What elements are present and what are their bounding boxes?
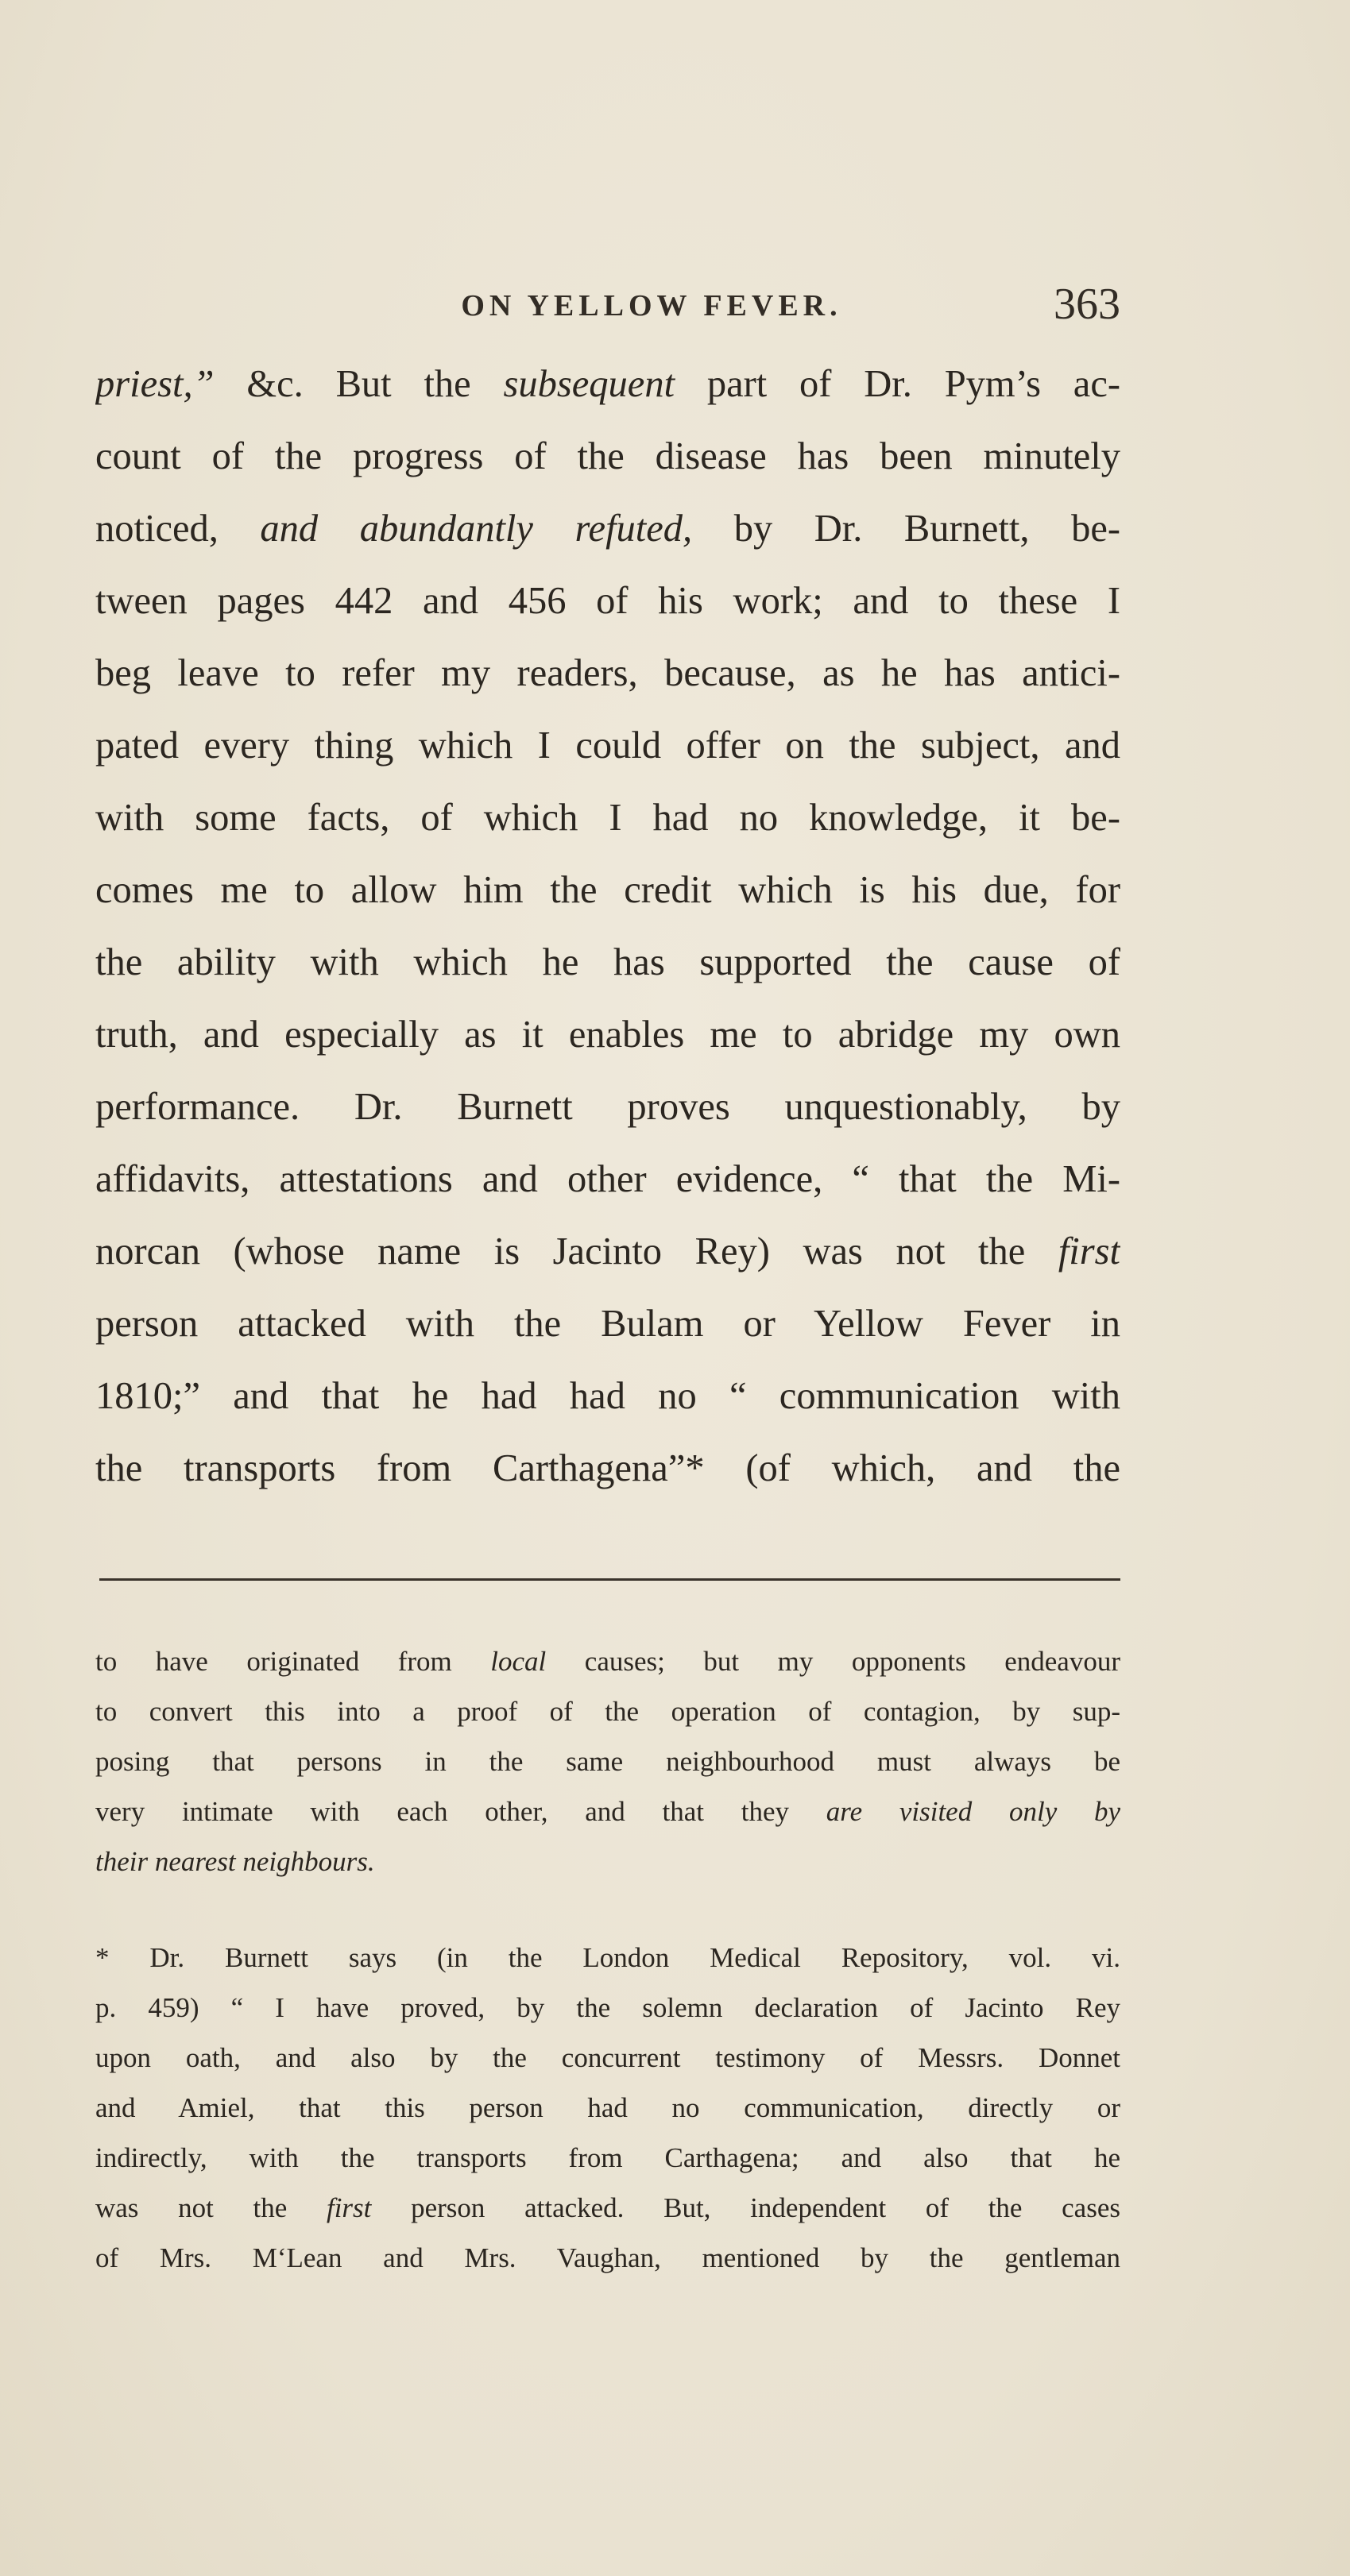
text-line xyxy=(95,1215,1120,1288)
footnote-line xyxy=(95,1836,1120,1887)
text-line xyxy=(95,709,1120,782)
text-line xyxy=(95,348,1120,420)
text-line xyxy=(95,1432,1120,1504)
footnote-line xyxy=(95,2083,1120,2133)
footnote-line xyxy=(95,2233,1120,2283)
text-run: the ability with which he has supported the cause of xyxy=(95,941,1120,983)
text-run: upon oath, and also by the concurrent testimony of Messrs. Donnet xyxy=(95,2042,1120,2073)
italic-text: their nearest neighbours. xyxy=(95,1846,375,1877)
footnote-line xyxy=(95,2033,1120,2083)
italic-text: subsequent xyxy=(503,363,675,405)
page-number: 363 xyxy=(1054,280,1120,329)
text-line xyxy=(95,420,1120,492)
text-line xyxy=(95,492,1120,565)
text-run: p. 459) “ I have proved, by the solemn declaration of Jacinto Rey xyxy=(95,1992,1120,2023)
text-run: noticed, xyxy=(95,508,261,550)
text-line xyxy=(95,637,1120,709)
text-line xyxy=(95,782,1120,854)
text-run: to convert this into a proof of the operation of contagion, by sup- xyxy=(95,1696,1120,1727)
text-run: to have originated from xyxy=(95,1646,491,1677)
footnote-line xyxy=(95,1983,1120,2033)
text-run: person attacked with the Bulam or Yellow Fever in xyxy=(95,1303,1120,1345)
text-run: with some facts, of which I had no knowledge, it be- xyxy=(95,797,1120,839)
italic-text: first xyxy=(326,2192,372,2223)
text-run: comes me to allow him the credit which is his due, for xyxy=(95,869,1120,911)
text-run: causes; but my opponents endeavour xyxy=(546,1646,1120,1677)
text-line xyxy=(95,565,1120,637)
text-run: * Dr. Burnett says (in the London Medical Repository, vol. vi. xyxy=(95,1942,1120,1973)
text-line xyxy=(95,1143,1120,1215)
text-run: beg leave to refer my readers, because, as he has antici- xyxy=(95,652,1120,694)
footnotes xyxy=(95,1636,1120,2283)
text-run: truth, and especially as it enables me to abridge my own xyxy=(95,1014,1120,1056)
text-run: performance. Dr. Burnett proves unquestionably, by xyxy=(95,1086,1120,1128)
footnote-line xyxy=(95,2183,1120,2233)
footnote-line xyxy=(95,1786,1120,1836)
text-run: count of the progress of the disease has been minutely xyxy=(95,435,1120,477)
italic-text: and abundantly refuted, xyxy=(260,508,693,550)
text-line xyxy=(95,926,1120,998)
footnote-line xyxy=(95,1736,1120,1786)
text-run: posing that persons in the same neighbourhood must always be xyxy=(95,1746,1120,1777)
text-run: norcan (whose name is Jacinto Rey) was not the xyxy=(95,1230,1058,1273)
text-run: pated every thing which I could offer on the subject, and xyxy=(95,724,1120,767)
text-run: the transports from Carthagena”* (of which, and the xyxy=(95,1447,1120,1489)
page-header xyxy=(95,274,1120,338)
main-text xyxy=(95,348,1120,1504)
footnote-line xyxy=(95,1636,1120,1686)
text-run: of Mrs. M‘Lean and Mrs. Vaughan, mentioned by the gentleman xyxy=(95,2242,1120,2273)
text-run: by Dr. Burnett, be- xyxy=(692,508,1120,550)
text-run: affidavits, attestations and other evidence, “ that the Mi- xyxy=(95,1158,1120,1200)
text-line xyxy=(95,1071,1120,1143)
text-run: part of Dr. Pym’s ac- xyxy=(675,363,1120,405)
text-run: indirectly, with the transports from Carthagena; and also that he xyxy=(95,2142,1120,2173)
text-run: was not the xyxy=(95,2192,327,2223)
text-run: very intimate with each other, and that they xyxy=(95,1796,826,1827)
italic-text: are visited only by xyxy=(826,1796,1120,1827)
italic-text: first xyxy=(1058,1230,1120,1273)
footnote-spacer xyxy=(95,1887,1120,1933)
italic-text: local xyxy=(490,1646,547,1677)
footnote-line xyxy=(95,2133,1120,2183)
italic-text: priest,” xyxy=(95,363,215,405)
running-title: ON YELLOW FEVER. xyxy=(461,289,842,322)
footnote-burnett xyxy=(95,1933,1120,2283)
text-line xyxy=(95,1288,1120,1360)
footnote-line xyxy=(95,1686,1120,1736)
footnote-line xyxy=(95,1933,1120,1983)
text-run: 1810;” and that he had had no “ communication with xyxy=(95,1375,1120,1417)
text-line xyxy=(95,1360,1120,1432)
footnote-divider xyxy=(99,1578,1120,1581)
text-line xyxy=(95,854,1120,926)
text-run: person attacked. But, independent of the cases xyxy=(371,2192,1120,2223)
text-run: &c. But the xyxy=(214,363,504,405)
text-line xyxy=(95,998,1120,1071)
text-run: and Amiel, that this person had no communication, directly or xyxy=(95,2092,1120,2123)
text-run: tween pages 442 and 456 of his work; and to these I xyxy=(95,580,1120,622)
footnote-continued xyxy=(95,1636,1120,1887)
